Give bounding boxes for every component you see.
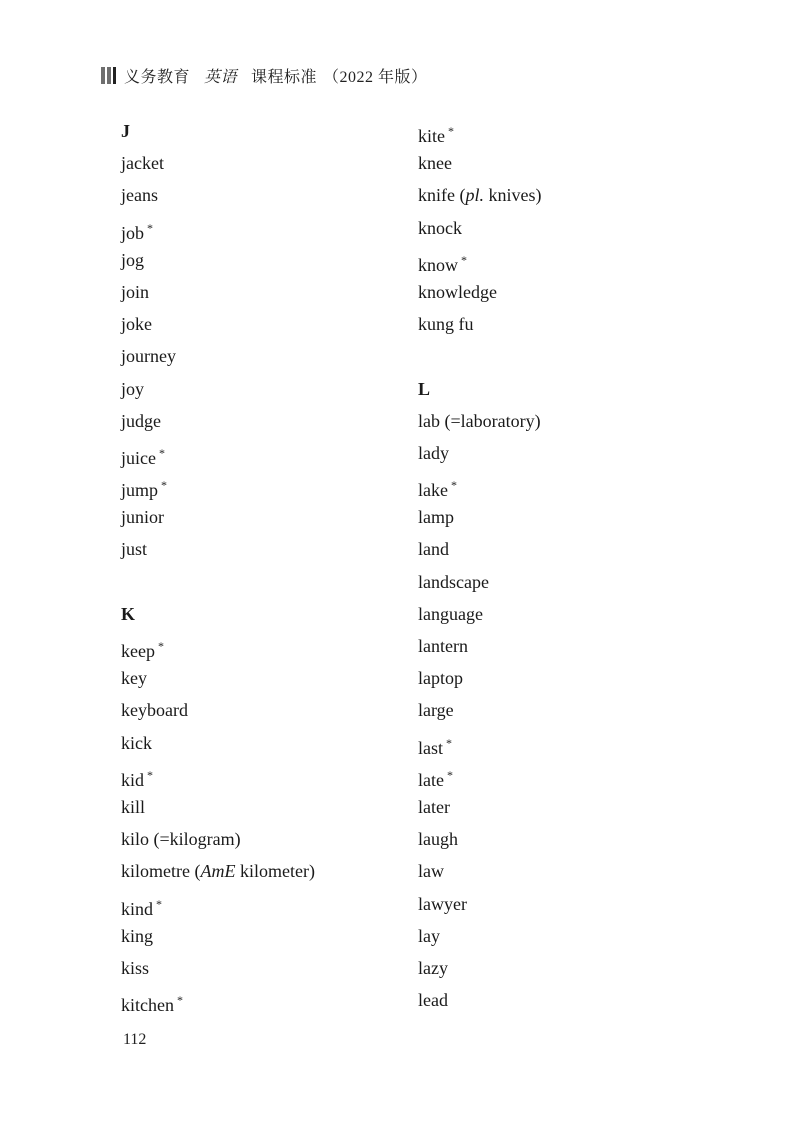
vocabulary-entry (418, 727, 718, 759)
entry-word: king (121, 925, 154, 946)
entry-word: knock (418, 217, 462, 238)
entry-word: kill (121, 796, 146, 817)
vocabulary-entry (121, 952, 421, 984)
vocabulary-entry (121, 888, 421, 920)
entry-word: kite (418, 126, 445, 146)
page-number: 112 (123, 1031, 147, 1048)
vocabulary-entry (121, 373, 421, 405)
entry-word: kitchen (121, 995, 174, 1016)
asterisk-mark: * (448, 124, 454, 138)
asterisk-mark: * (147, 767, 154, 782)
asterisk-mark: * (446, 767, 453, 782)
entry-word: judge (121, 410, 161, 431)
section-letter (121, 115, 421, 147)
vocabulary-entry (418, 469, 718, 501)
entry-word: jacket (121, 153, 164, 174)
vocabulary-entry (121, 212, 421, 244)
entry-word: K (121, 603, 136, 624)
entry-word: key (121, 668, 147, 689)
vocabulary-entry (121, 405, 421, 437)
section-letter (418, 373, 718, 405)
entry-italic-note: AmE (200, 861, 236, 882)
entry-word: keep (121, 641, 155, 661)
vocabulary-entry (121, 855, 421, 887)
vocabulary-entry (418, 115, 718, 147)
vocabulary-entry (121, 533, 421, 565)
header-edition: （2022 年版） (323, 68, 428, 86)
entry-suffix: knives) (484, 185, 542, 206)
vocabulary-entry (121, 179, 421, 211)
asterisk-mark: * (450, 478, 457, 493)
entry-word: lead (418, 990, 448, 1011)
vocabulary-entry (418, 662, 718, 694)
vocabulary-entry (418, 791, 718, 823)
asterisk-mark: * (461, 252, 467, 267)
entry-word: joke (121, 314, 152, 335)
section-letter (121, 598, 421, 630)
entry-word: law (418, 861, 444, 882)
vocabulary-entry (418, 855, 718, 887)
entry-word: laugh (418, 829, 458, 850)
entry-word: kiss (121, 957, 150, 978)
entry-word: lawyer (418, 893, 467, 914)
entry-word: language (418, 603, 483, 624)
entry-word: jeans (121, 185, 158, 206)
entry-word: later (418, 796, 450, 817)
entry-word: knowledge (418, 281, 497, 302)
entry-word: kung fu (418, 314, 474, 335)
header-title-part1: 义务教育 (124, 68, 191, 86)
vocabulary-entry (121, 147, 421, 179)
entry-word: large (418, 700, 454, 721)
entry-word: kick (121, 732, 152, 753)
entry-word: join (121, 281, 150, 302)
vocabulary-entry (121, 920, 421, 952)
vocabulary-entry (418, 759, 718, 791)
entry-word: kilometre ( (121, 861, 201, 882)
word-list-right-column (418, 115, 718, 1016)
vocabulary-entry (418, 212, 718, 244)
entry-word: jog (121, 249, 145, 270)
entry-word: kilo (=kilogram) (121, 829, 241, 850)
vocabulary-entry (121, 501, 421, 533)
entry-word: laptop (418, 668, 463, 689)
asterisk-mark: * (161, 478, 168, 493)
spacer-row (418, 340, 718, 372)
entry-word: last (418, 737, 443, 758)
entry-word: juice (121, 447, 156, 468)
vocabulary-entry (418, 888, 718, 920)
vocabulary-entry (418, 147, 718, 179)
vocabulary-entry (418, 244, 718, 276)
entry-word: L (418, 378, 431, 399)
vocabulary-entry (418, 920, 718, 952)
entry-word: just (121, 539, 148, 560)
entry-word: J (121, 121, 130, 141)
vocabulary-entry (121, 308, 421, 340)
vocabulary-entry (418, 630, 718, 662)
vocabulary-entry (418, 437, 718, 469)
vocabulary-entry (121, 340, 421, 372)
entry-word: kid (121, 769, 145, 790)
entry-word: lazy (418, 957, 448, 978)
vocabulary-entry (418, 501, 718, 533)
entry-word: jump (121, 480, 159, 501)
vocabulary-entry (418, 598, 718, 630)
vocabulary-entry (121, 662, 421, 694)
spacer-row (121, 566, 421, 598)
vocabulary-entry (121, 469, 421, 501)
vocabulary-entry (121, 437, 421, 469)
entry-word: lantern (418, 636, 468, 656)
header-title-part2: 英语 (204, 68, 238, 86)
header-title-part3: 课程标准 (251, 68, 318, 86)
entry-word: knee (418, 153, 452, 174)
asterisk-mark: * (176, 993, 183, 1008)
vocabulary-entry (418, 533, 718, 565)
running-header (101, 64, 428, 86)
entry-word: lay (418, 925, 440, 946)
entry-word: lamp (418, 507, 454, 528)
vocabulary-entry (418, 405, 718, 437)
entry-word: lake (418, 480, 448, 501)
asterisk-mark: * (147, 220, 154, 235)
asterisk-mark: * (446, 735, 452, 750)
entry-word: job (121, 222, 145, 243)
entry-word: landscape (418, 571, 489, 592)
entry-word: kind (121, 898, 154, 919)
asterisk-mark: * (156, 896, 163, 911)
vocabulary-entry (418, 694, 718, 726)
entry-word: junior (121, 507, 164, 528)
vocabulary-entry (121, 244, 421, 276)
entry-word: lab (=laboratory) (418, 410, 541, 431)
vocabulary-entry (121, 759, 421, 791)
entry-word: lady (418, 442, 449, 463)
header-bars-icon (101, 67, 118, 84)
vocabulary-entry (121, 694, 421, 726)
entry-word: journey (121, 346, 176, 367)
entry-suffix: kilometer) (235, 861, 315, 882)
entry-word: keyboard (121, 700, 188, 721)
vocabulary-entry (121, 823, 421, 855)
vocabulary-entry (418, 179, 718, 211)
vocabulary-entry (121, 791, 421, 823)
asterisk-mark: * (157, 639, 164, 653)
vocabulary-entry (121, 276, 421, 308)
entry-italic-note: pl. (465, 185, 484, 206)
entry-word: land (418, 539, 449, 560)
asterisk-mark: * (158, 445, 165, 460)
vocabulary-entry (121, 630, 421, 662)
vocabulary-entry (121, 984, 421, 1016)
vocabulary-entry (418, 984, 718, 1016)
vocabulary-entry (418, 308, 718, 340)
entry-word: knife ( (418, 185, 466, 206)
vocabulary-entry (418, 566, 718, 598)
vocabulary-entry (418, 952, 718, 984)
vocabulary-entry (418, 276, 718, 308)
word-list-left-column (121, 115, 421, 1016)
entry-word: late (418, 769, 444, 790)
vocabulary-entry (121, 727, 421, 759)
vocabulary-entry (418, 823, 718, 855)
entry-word: joy (121, 378, 145, 399)
entry-word: know (418, 254, 458, 275)
